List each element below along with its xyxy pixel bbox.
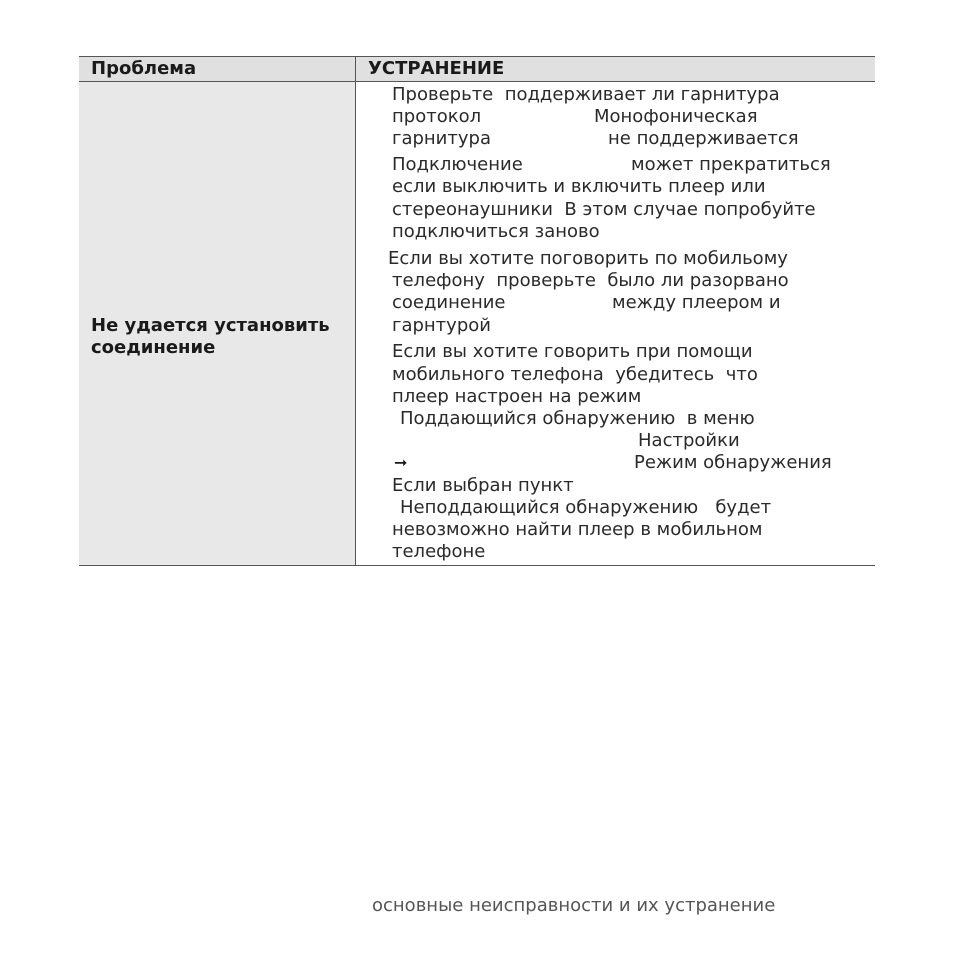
solution-p2-line1b: может прекратиться [631,154,831,175]
solution-p2-line4: подключиться заново [392,221,600,242]
troubleshooting-table [79,56,875,566]
table-row [79,82,875,565]
solution-cell [356,82,875,565]
solution-p1-line3b: не поддерживается [608,128,799,149]
page-footer: основные неисправности и их устранение [372,895,776,916]
solution-p4-line10: телефоне [392,541,486,562]
solution-p2-line2: если выключить и включить плеер или [392,176,766,197]
solution-p1-line2a: протокол [392,106,482,127]
solution-p1-line3a: гарнитура [392,128,491,149]
solution-p4-line6: Режим обнаружения [634,452,832,473]
problem-line-1: Не удается установить [91,314,330,336]
solution-p4-line2: мобильного телефона убедитесь что [392,364,758,385]
solution-p4-line8: Неподдающийся обнаружению будет [400,497,772,518]
solution-p4-line7: Если выбран пункт [392,475,574,496]
header-problem: Проблема [79,57,356,81]
arrow-right-icon: ➞ [394,453,408,472]
solution-p2-line1a: Подключение [392,154,523,175]
problem-cell [79,82,356,565]
problem-line-2: соединение [91,336,216,358]
header-solution: УСТРАНЕНИЕ [368,58,505,79]
solution-p4-line9: невозможно найти плеер в мобильном [392,519,763,540]
solution-p4-line4: Поддающийся обнаружению в меню [400,408,755,429]
solution-p4-line3: плеер настроен на режим [392,386,642,407]
solution-p1-line1: Проверьте поддерживает ли гарнитура [392,84,780,105]
solution-p1-line2b: Монофоническая [594,106,758,127]
solution-p3-line2: телефону проверьте было ли разорвано [392,270,789,291]
solution-p2-line3: стереонаушники В этом случае попробуйте [392,199,816,220]
table-header-row [79,57,875,82]
solution-p3-line3a: соединение [392,292,506,313]
problem-text [91,315,330,359]
solution-p3-line3b: между плеером и [612,292,781,313]
solution-p4-line5: Настройки [638,430,740,451]
solution-p3-line4: гарнтурой [392,315,491,336]
solution-p4-line1: Если вы хотите говорить при помощи [392,341,753,362]
solution-p3-line1: Если вы хотите поговорить по мобильому [388,248,788,269]
